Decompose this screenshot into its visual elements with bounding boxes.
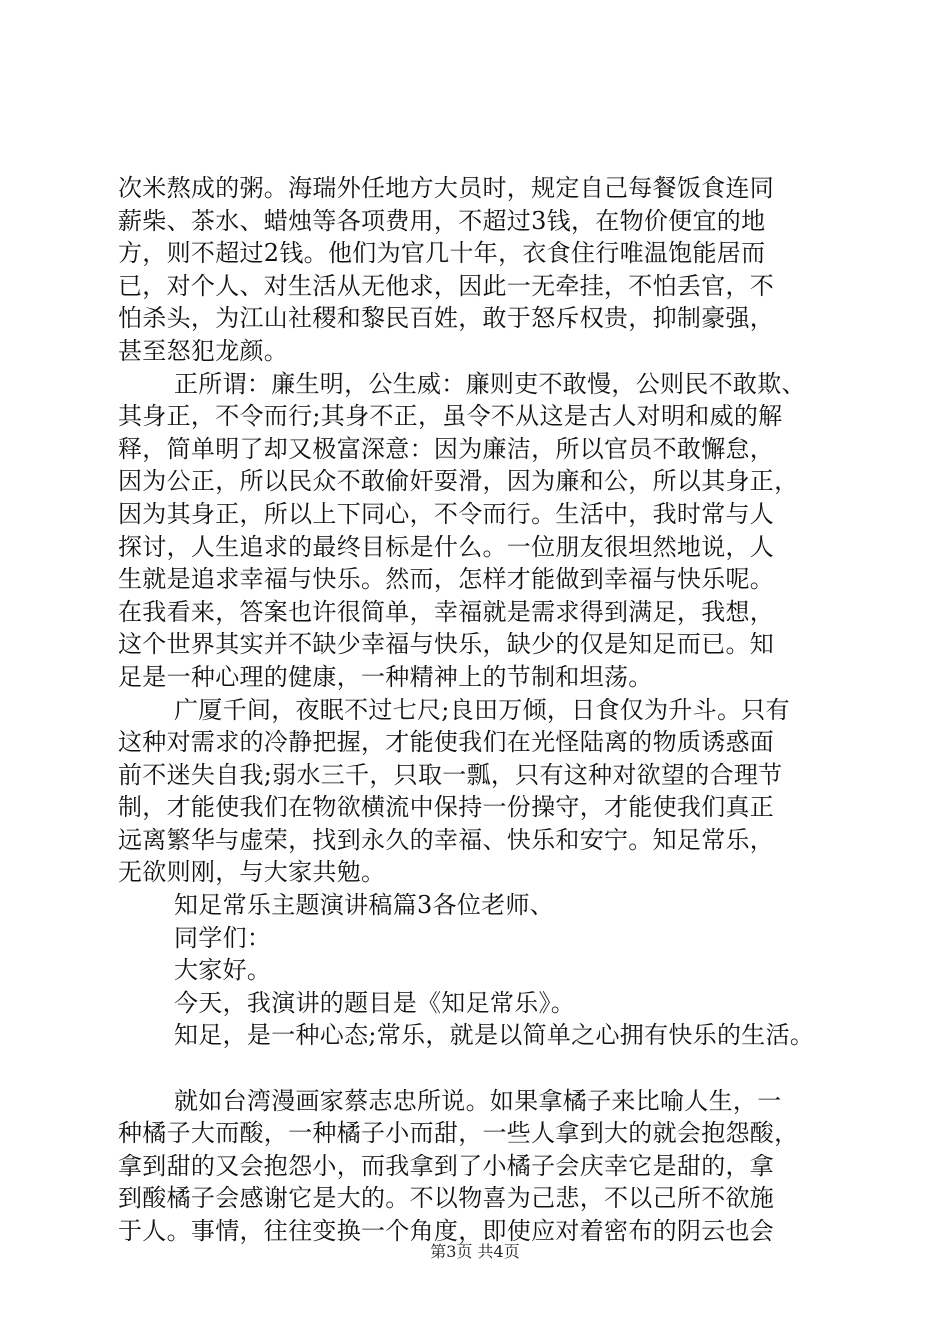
text-line: 于人。事情，往往变换一个角度，即使应对着密布的阴云也会 — [118, 1217, 775, 1245]
text-line: 无欲则刚，与大家共勉。 — [118, 858, 386, 887]
text-line: 大家好。 — [174, 956, 272, 985]
text-line: 怕杀头，为江山社稷和黎民百姓，敢于怒斥权贵，抑制豪强， — [118, 304, 775, 333]
text-line: 次米熬成的粥。海瑞外任地方大员时，规定自己每餐饭食连同 — [118, 174, 775, 202]
text-line: 这种对需求的冷静把握，才能使我们在光怪陆离的物质诱惑面 — [118, 728, 775, 757]
blank-line — [118, 1052, 838, 1085]
text-line: 足是一种心理的健康，一种精神上的节制和坦荡。 — [118, 662, 653, 691]
text-line: 就如台湾漫画家蔡志忠所说。如果拿橘子来比喻人生，一 — [174, 1086, 782, 1115]
text-line: 这个世界其实并不缺少幸福与快乐，缺少的仅是知足而已。知 — [118, 630, 775, 659]
text-line: 因为公正，所以民众不敢偷奸耍滑，因为廉和公，所以其身正， — [118, 467, 799, 496]
text-line: 知足常乐主题演讲稿篇3各位老师、 — [174, 891, 555, 920]
text-line: 探讨，人生追求的最终目标是什么。一位朋友很坦然地说，人 — [118, 532, 775, 561]
page-footer: 第3页 共4页 — [430, 1242, 520, 1261]
text-line: 制，才能使我们在物欲横流中保持一份操守，才能使我们真正 — [118, 793, 775, 822]
text-line: 今天，我演讲的题目是《知足常乐》。 — [174, 988, 576, 1017]
text-line: 甚至怒犯龙颜。 — [118, 336, 289, 365]
text-line: 其身正，不令而行;其身不正，虽令不从这是古人对明和威的解 — [118, 402, 783, 431]
text-line: 因为其身正，所以上下同心，不令而行。生活中，我时常与人 — [118, 499, 775, 528]
text-line: 同学们： — [174, 923, 272, 952]
text-line: 在我看来，答案也许很简单，幸福就是需求得到满足，我想， — [118, 597, 775, 626]
text-line: 种橘子大而酸，一种橘子小而甜，一些人拿到大的就会抱怨酸， — [118, 1119, 799, 1148]
text-line: 方，则不超过2钱。他们为官几十年，衣食住行唯温饱能居而 — [118, 239, 766, 268]
text-line: 广厦千间，夜眠不过七尺;良田万倾，日食仅为升斗。只有 — [174, 695, 790, 724]
text-line: 正所谓：廉生明，公生威：廉则吏不敢慢，公则民不敢欺、 — [174, 369, 806, 398]
text-line: 释，简单明了却又极富深意：因为廉洁，所以官员不敢懈怠， — [118, 434, 775, 463]
text-line: 远离繁华与虚荣，找到永久的幸福、快乐和安宁。知足常乐， — [118, 825, 775, 854]
text-line: 生就是追求幸福与快乐。然而，怎样才能做到幸福与快乐呢。 — [118, 565, 775, 594]
document-body — [118, 172, 838, 1248]
text-line: 薪柴、茶水、蜡烛等各项费用，不超过3钱，在物价便宜的地 — [118, 206, 766, 235]
text-line: 前不迷失自我;弱水三千，只取一瓢，只有这种对欲望的合理节 — [118, 760, 783, 789]
text-line: 知足，是一种心态;常乐，就是以简单之心拥有快乐的生活。 — [174, 1021, 815, 1050]
text-line: 到酸橘子会感谢它是大的。不以物喜为己悲，不以己所不欲施 — [118, 1184, 775, 1213]
text-line: 拿到甜的又会抱怨小，而我拿到了小橘子会庆幸它是甜的，拿 — [118, 1151, 775, 1180]
text-line: 已，对个人、对生活从无他求，因此一无牵挂，不怕丢官，不 — [118, 271, 775, 300]
